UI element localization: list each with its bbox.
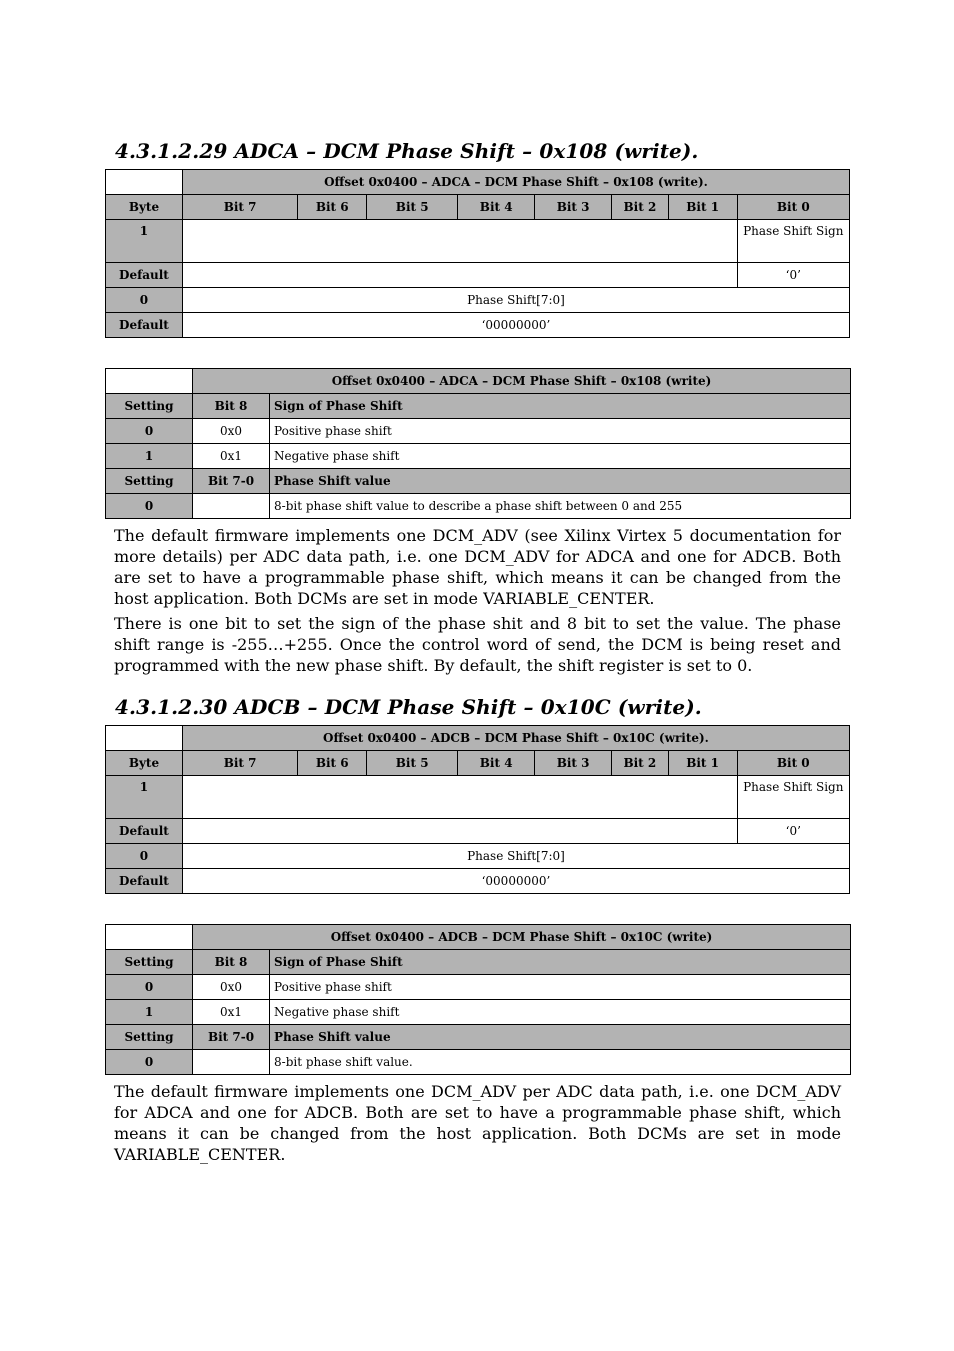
table-title: Offset 0x0400 – ADCA – DCM Phase Shift – 0x108 (write) [193,369,851,394]
setting-header: Setting [106,950,193,975]
phase-shift-sign-cell: Phase Shift Sign [737,776,849,819]
byte-cell: 1 [106,220,183,263]
byte-header: Byte [106,195,183,220]
bit-header: Bit 5 [367,195,458,220]
bit-header: Bit 6 [298,751,367,776]
settings-table-adca [105,368,851,519]
default-value: ‘00000000’ [182,869,849,894]
default-value: ‘0’ [737,263,849,288]
table-title: Offset 0x0400 – ADCA – DCM Phase Shift – 0x108 (write). [182,170,849,195]
corner-cell [106,726,183,751]
section-heading-adcb: 4.3.1.2.30 ADCB – DCM Phase Shift – 0x10C (write). [115,695,702,719]
bit-header: Bit 6 [298,195,367,220]
bit-header: Bit 4 [458,195,535,220]
table-title: Offset 0x0400 – ADCB – DCM Phase Shift – 0x10C (write) [193,925,851,950]
phase-shift-sign-cell: Phase Shift Sign [737,220,849,263]
default-label: Default [106,313,183,338]
sign-header: Sign of Phase Shift [270,394,851,419]
description-cell: Positive phase shift [270,975,851,1000]
bit-header: Bit 0 [737,751,849,776]
corner-cell [106,925,193,950]
byte-header: Byte [106,751,183,776]
default-label: Default [106,869,183,894]
bit-header: Bit 4 [458,751,535,776]
default-value: ‘00000000’ [182,313,849,338]
corner-cell [106,170,183,195]
unused-default-cell [182,819,737,844]
byte-cell: 0 [106,844,183,869]
setting-header: Setting [106,469,193,494]
paragraph: The default firmware implements one DCM_ADV per ADC data path, i.e. one DCM_ADV for ADCA and one for ADCB. Both are set to have a programmable phase shift, which means it can be changed from the host application. Both DCMs are set in mode VARIABLE_CENTER. [114,1082,841,1164]
bit-header: Bit 0 [737,195,849,220]
setting-cell: 0 [106,1050,193,1075]
value-cell: 0x1 [193,1000,270,1025]
bit-header: Bit 1 [668,195,737,220]
bit-header: Bit 3 [535,195,612,220]
unused-bits-cell [182,776,737,819]
unused-default-cell [182,263,737,288]
sign-header: Sign of Phase Shift [270,950,851,975]
default-label: Default [106,263,183,288]
description-cell: 8-bit phase shift value. [270,1050,851,1075]
bit-header: Bit 2 [612,751,669,776]
paragraph: There is one bit to set the sign of the phase shit and 8 bit to set the value. The phase shift range is -255…+255. Once the control word of send, the DCM is being reset and programmed with the new phase shift. By default, the shift register is set to 0. [114,614,841,675]
bit-header: Bit 1 [668,751,737,776]
value-header: Phase Shift value [270,469,851,494]
unused-bits-cell [182,220,737,263]
bit-header: Bit 2 [612,195,669,220]
default-label: Default [106,819,183,844]
section-heading-adca: 4.3.1.2.29 ADCA – DCM Phase Shift – 0x108 (write). [115,139,699,163]
bit-header: Bit 7 [182,195,297,220]
bit-header: Bit 3 [535,751,612,776]
setting-header: Setting [106,1025,193,1050]
description-cell: Negative phase shift [270,444,851,469]
settings-table-adcb [105,924,851,1075]
setting-cell: 0 [106,419,193,444]
byte-cell: 1 [106,776,183,819]
table-title: Offset 0x0400 – ADCB – DCM Phase Shift – 0x10C (write). [182,726,849,751]
byte-cell: 0 [106,288,183,313]
bit70-header: Bit 7-0 [193,1025,270,1050]
phase-shift-field: Phase Shift[7:0] [182,844,849,869]
register-table-adcb [105,725,850,894]
description-cell: 8-bit phase shift value to describe a phase shift between 0 and 255 [270,494,851,519]
description-cell: Negative phase shift [270,1000,851,1025]
bit-header: Bit 5 [367,751,458,776]
value-cell: 0x0 [193,975,270,1000]
value-cell: 0x1 [193,444,270,469]
phase-shift-field: Phase Shift[7:0] [182,288,849,313]
value-cell: 0x0 [193,419,270,444]
value-cell [193,1050,270,1075]
value-header: Phase Shift value [270,1025,851,1050]
default-value: ‘0’ [737,819,849,844]
value-cell [193,494,270,519]
setting-cell: 0 [106,975,193,1000]
bit-header: Bit 7 [182,751,297,776]
bit70-header: Bit 7-0 [193,469,270,494]
setting-cell: 1 [106,1000,193,1025]
register-table-adca [105,169,850,338]
setting-header: Setting [106,394,193,419]
corner-cell [106,369,193,394]
paragraph: The default firmware implements one DCM_ADV (see Xilinx Virtex 5 documentation for more details) per ADC data path, i.e. one DCM_ADV for ADCA and one for ADCB. Both are set to have a programmable phase shift, which means it can be changed from the host application. Both DCMs are set in mode VARIABLE_CENTER. [114,526,841,608]
description-cell: Positive phase shift [270,419,851,444]
setting-cell: 0 [106,494,193,519]
bit8-header: Bit 8 [193,950,270,975]
bit8-header: Bit 8 [193,394,270,419]
setting-cell: 1 [106,444,193,469]
